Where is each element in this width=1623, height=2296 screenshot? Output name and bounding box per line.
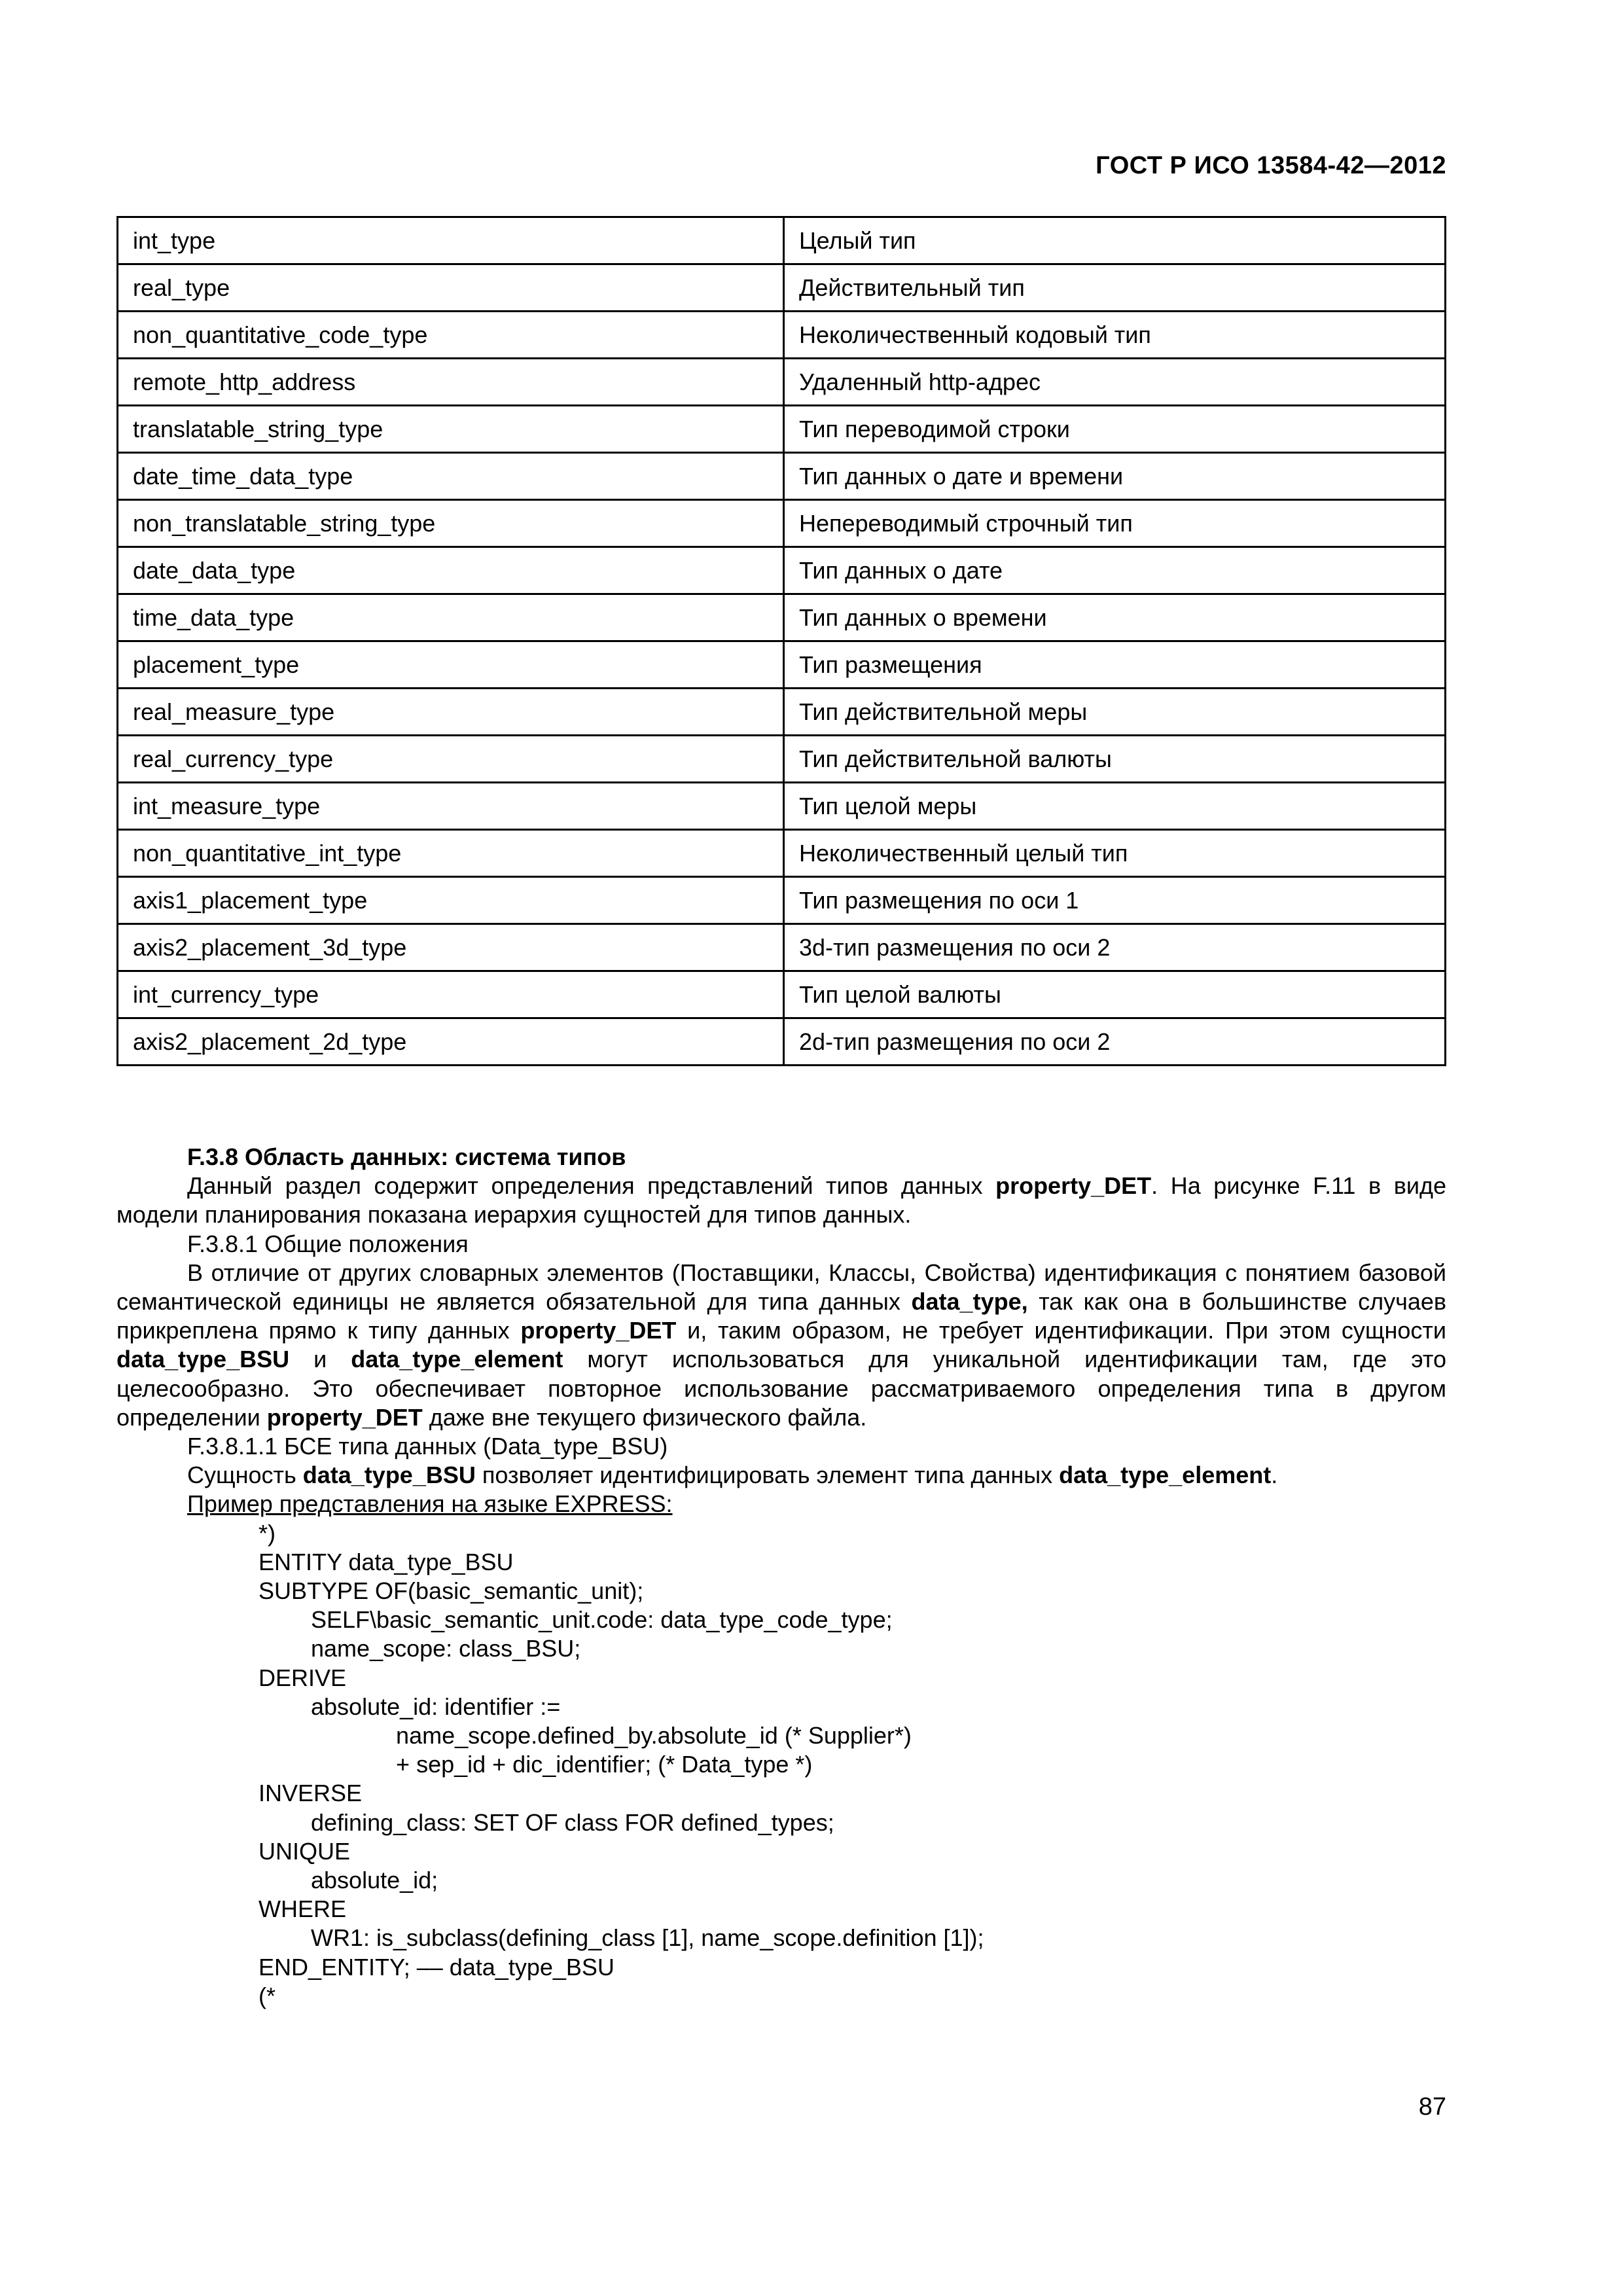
code-line: *) bbox=[259, 1519, 276, 1547]
table-row bbox=[118, 736, 1446, 783]
table-row bbox=[118, 406, 1446, 453]
code-line: INVERSE bbox=[259, 1780, 363, 1807]
cell-russian-term: Тип целой меры bbox=[784, 783, 1446, 830]
code-line: UNIQUE bbox=[259, 1837, 351, 1865]
code-line: SELF\basic_semantic_unit.code: data_type_code_type; bbox=[259, 1606, 893, 1634]
cell-russian-term: Непереводимый строчный тип bbox=[784, 500, 1446, 547]
term-property-det: property_DET bbox=[266, 1403, 423, 1431]
section-body bbox=[116, 1143, 1446, 2011]
code-line: + sep_id + dic_identifier; (* Data_type *) bbox=[259, 1751, 813, 1778]
table-row bbox=[118, 453, 1446, 500]
cell-russian-term: Тип действительной меры bbox=[784, 689, 1446, 736]
term-data-type-element: data_type_element bbox=[1059, 1462, 1272, 1489]
cell-english-term: int_measure_type bbox=[118, 783, 784, 830]
cell-english-term: non_translatable_string_type bbox=[118, 500, 784, 547]
cell-english-term: axis2_placement_3d_type bbox=[118, 924, 784, 971]
term-data-type-bsu: data_type_BSU bbox=[302, 1462, 476, 1489]
cell-russian-term: 3d-тип размещения по оси 2 bbox=[784, 924, 1446, 971]
cell-english-term: real_type bbox=[118, 264, 784, 312]
type-translation-table bbox=[116, 216, 1446, 1066]
table-row bbox=[118, 594, 1446, 641]
table-row bbox=[118, 783, 1446, 830]
cell-english-term: non_quantitative_int_type bbox=[118, 830, 784, 877]
subsubsection-heading: F.3.8.1.1 БСЕ типа данных (Data_type_BSU) bbox=[187, 1433, 668, 1460]
table-row bbox=[118, 500, 1446, 547]
code-line: (* bbox=[259, 1982, 276, 2009]
term-data-type: data_type, bbox=[911, 1288, 1028, 1316]
cell-english-term: axis1_placement_type bbox=[118, 877, 784, 924]
subsection-heading: F.3.8.1 Общие положения bbox=[187, 1230, 469, 1257]
table-body bbox=[118, 217, 1446, 1066]
cell-russian-term: Тип размещения bbox=[784, 641, 1446, 689]
intro-paragraph: Данный раздел содержит определения представлений типов данных property_DET. На рисунке F.11 в виде модели планирования показана иерархия сущностей для типов данных. bbox=[116, 1172, 1447, 1229]
term-property-det: property_DET bbox=[995, 1172, 1152, 1200]
term-data-type-element: data_type_element bbox=[351, 1346, 563, 1373]
cell-russian-term: Целый тип bbox=[784, 217, 1446, 264]
example-label: Пример представления на языке EXPRESS: bbox=[187, 1490, 673, 1518]
table-row bbox=[118, 217, 1446, 264]
table-row bbox=[118, 830, 1446, 877]
data-type-bsu-paragraph: Сущность data_type_BSU позволяет идентифицировать элемент типа данных data_type_element. bbox=[187, 1462, 1278, 1489]
code-line: defining_class: SET OF class FOR defined_types; bbox=[259, 1808, 834, 1836]
cell-english-term: date_time_data_type bbox=[118, 453, 784, 500]
table-row bbox=[118, 264, 1446, 312]
code-line: WHERE bbox=[259, 1895, 346, 1923]
cell-russian-term: Тип данных о времени bbox=[784, 594, 1446, 641]
table-row bbox=[118, 641, 1446, 689]
cell-russian-term: Тип целой валюты bbox=[784, 971, 1446, 1018]
document-header: ГОСТ Р ИСО 13584-42—2012 bbox=[1096, 152, 1446, 179]
code-line: WR1: is_subclass(defining_class [1], name_scope.definition [1]); bbox=[259, 1924, 984, 1952]
cell-english-term: axis2_placement_2d_type bbox=[118, 1018, 784, 1066]
cell-english-term: real_currency_type bbox=[118, 736, 784, 783]
code-line: name_scope: class_BSU; bbox=[259, 1635, 581, 1662]
cell-russian-term: Удаленный http-адрес bbox=[784, 359, 1446, 406]
code-line: name_scope.defined_by.absolute_id (* Supplier*) bbox=[259, 1722, 912, 1749]
code-line: END_ENTITY; –– data_type_BSU bbox=[259, 1953, 615, 1981]
general-provisions-paragraph: В отличие от других словарных элементов (Поставщики, Классы, Свойства) идентификация с понятием базовой семантической единицы не является обязательной для типа данных data_type, так как она в большинстве случаев прикреплена прямо к типу данных property_DET и, таким образом, не требует идентификации. При этом сущности data_type_BSU и data_type_element могут использоваться для уникальной идентификации там, где это целесообразно. Это обеспечивает повторное использование рассматриваемого определения типа в другом определении property_DET даже вне текущего физического файла. bbox=[116, 1259, 1447, 1431]
code-line: absolute_id; bbox=[259, 1867, 438, 1894]
code-line: SUBTYPE OF(basic_semantic_unit); bbox=[259, 1577, 644, 1605]
cell-english-term: non_quantitative_code_type bbox=[118, 312, 784, 359]
cell-english-term: int_type bbox=[118, 217, 784, 264]
cell-english-term: real_measure_type bbox=[118, 689, 784, 736]
cell-russian-term: Тип действительной валюты bbox=[784, 736, 1446, 783]
cell-english-term: time_data_type bbox=[118, 594, 784, 641]
cell-english-term: remote_http_address bbox=[118, 359, 784, 406]
cell-russian-term: Действительный тип bbox=[784, 264, 1446, 312]
term-property-det: property_DET bbox=[520, 1317, 677, 1344]
cell-russian-term: Неколичественный целый тип bbox=[784, 830, 1446, 877]
cell-russian-term: Тип размещения по оси 1 bbox=[784, 877, 1446, 924]
table-row bbox=[118, 689, 1446, 736]
cell-russian-term: Тип переводимой строки bbox=[784, 406, 1446, 453]
cell-russian-term: Тип данных о дате и времени bbox=[784, 453, 1446, 500]
cell-russian-term: Тип данных о дате bbox=[784, 547, 1446, 594]
code-line: ENTITY data_type_BSU bbox=[259, 1548, 514, 1575]
cell-english-term: date_data_type bbox=[118, 547, 784, 594]
table-row bbox=[118, 971, 1446, 1018]
table-row bbox=[118, 1018, 1446, 1066]
cell-english-term: translatable_string_type bbox=[118, 406, 784, 453]
example-label-line bbox=[116, 1490, 1446, 1518]
table-row bbox=[118, 547, 1446, 594]
express-code-block bbox=[116, 1519, 1446, 2011]
table-row bbox=[118, 924, 1446, 971]
code-line: absolute_id: identifier := bbox=[259, 1693, 561, 1720]
table-row bbox=[118, 877, 1446, 924]
code-line: DERIVE bbox=[259, 1664, 347, 1691]
cell-russian-term: 2d-тип размещения по оси 2 bbox=[784, 1018, 1446, 1066]
cell-russian-term: Неколичественный кодовый тип bbox=[784, 312, 1446, 359]
cell-english-term: placement_type bbox=[118, 641, 784, 689]
section-heading: F.3.8 Область данных: система типов bbox=[187, 1143, 626, 1170]
page-number: 87 bbox=[1418, 2093, 1446, 2121]
table-row bbox=[118, 359, 1446, 406]
cell-english-term: int_currency_type bbox=[118, 971, 784, 1018]
term-data-type-bsu: data_type_BSU bbox=[116, 1346, 290, 1373]
table-row bbox=[118, 312, 1446, 359]
